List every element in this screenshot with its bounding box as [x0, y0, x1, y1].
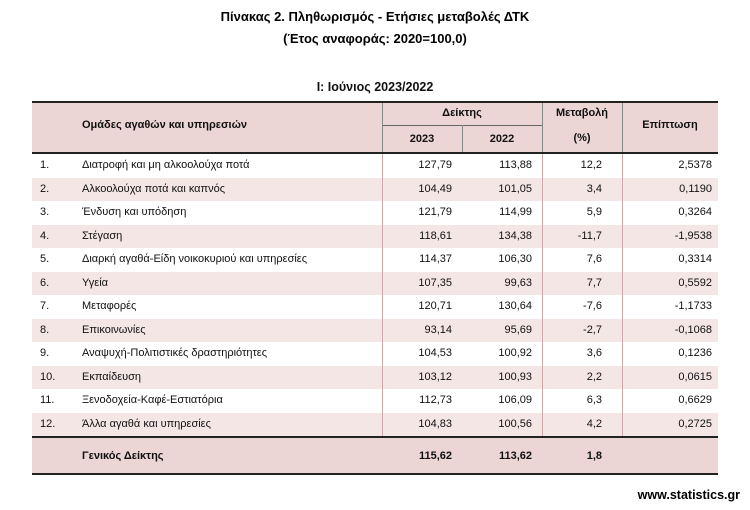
header-change: Μεταβολή [555, 107, 609, 119]
row-impact: 0,3314 [678, 253, 712, 265]
row-number: 3. [40, 206, 50, 218]
col-separator [462, 125, 463, 152]
row-number: 1. [40, 159, 50, 171]
row-index-2023: 104,53 [418, 347, 452, 359]
row-group-name: Άλλα αγαθά και υπηρεσίες [82, 417, 211, 430]
total-2022: 113,62 [498, 450, 532, 462]
col-separator [382, 154, 383, 436]
row-index-2023: 121,79 [418, 206, 452, 218]
total-row [32, 436, 718, 473]
row-group-name: Διατροφή και μη αλκοολούχα ποτά [82, 159, 250, 171]
row-index-2023: 93,14 [424, 323, 452, 336]
row-index-2022: 106,30 [498, 253, 532, 265]
table-row [32, 366, 718, 390]
total-2023: 115,62 [418, 450, 452, 462]
inflation-table [32, 101, 718, 475]
row-impact: 0,5592 [678, 276, 712, 289]
row-impact: 0,3264 [678, 206, 712, 218]
row-impact: 2,5378 [678, 159, 712, 171]
row-change: 3,4 [586, 182, 602, 195]
row-index-2023: 103,12 [418, 370, 452, 383]
row-group-name: Αναψυχή-Πολιτιστικές δραστηριότητες [82, 347, 268, 359]
row-number: 12. [40, 417, 56, 430]
header-index: Δείκτης [442, 107, 482, 119]
row-change: 7,7 [586, 276, 602, 289]
row-group-name: Ένδυση και υπόδηση [82, 206, 187, 218]
col-separator [622, 103, 623, 152]
table-reference-year: (Έτος αναφοράς: 2020=100,0) [283, 31, 467, 46]
row-impact: 0,6629 [678, 394, 712, 406]
row-index-2022: 106,09 [498, 394, 532, 406]
header-change-unit: (%) [573, 132, 591, 144]
row-impact: -1,9538 [674, 229, 712, 242]
row-number: 8. [40, 323, 50, 336]
row-index-2022: 134,38 [498, 229, 532, 242]
table-row [32, 154, 718, 178]
col-separator [382, 103, 383, 152]
row-number: 2. [40, 182, 50, 195]
header-year-2023: 2023 [409, 133, 435, 145]
row-change: 3,6 [586, 347, 602, 359]
table-row [32, 295, 718, 319]
row-group-name: Επικοινωνίες [82, 323, 146, 336]
table-title: Πίνακας 2. Πληθωρισμός - Ετήσιες μεταβολές ΔΤΚ [220, 9, 530, 24]
row-index-2023: 104,83 [418, 417, 452, 430]
table-row [32, 225, 718, 249]
total-label: Γενικός Δείκτης [82, 450, 164, 462]
row-impact: 0,1190 [679, 182, 712, 195]
row-group-name: Διαρκή αγαθά-Είδη νοικοκυριού και υπηρεσίες [82, 253, 308, 265]
row-index-2022: 114,99 [499, 206, 532, 218]
row-index-2023: 114,37 [419, 253, 452, 265]
row-group-name: Υγεία [82, 276, 109, 289]
row-index-2022: 130,64 [498, 300, 532, 312]
row-change: 7,6 [586, 253, 602, 265]
row-index-2022: 99,63 [504, 276, 532, 289]
table-row [32, 389, 718, 413]
table-row [32, 178, 718, 202]
row-number: 9. [40, 347, 50, 359]
row-change: -11,7 [577, 229, 602, 242]
col-separator [622, 154, 623, 436]
row-change: 12,2 [580, 159, 602, 171]
row-index-2022: 95,69 [504, 323, 532, 336]
row-number: 4. [40, 229, 50, 242]
table-row [32, 342, 718, 366]
row-index-2022: 101,05 [498, 182, 532, 195]
row-index-2023: 120,71 [418, 300, 452, 312]
row-group-name: Στέγαση [82, 229, 123, 242]
row-group-name: Εκπαίδευση [82, 370, 142, 383]
row-change: -7,6 [583, 300, 602, 312]
row-index-2022: 100,56 [498, 417, 532, 430]
row-number: 5. [40, 253, 50, 265]
row-impact: 0,1236 [678, 347, 712, 359]
row-index-2022: 113,88 [499, 159, 532, 171]
row-number: 10. [40, 370, 56, 383]
row-index-2023: 127,79 [418, 159, 452, 171]
row-index-2023: 107,35 [418, 276, 452, 289]
table-body [32, 154, 718, 436]
source-website: www.statistics.gr [637, 488, 740, 502]
row-group-name: Αλκοολούχα ποτά και καπνός [82, 182, 226, 195]
row-impact: 0,2725 [678, 417, 712, 430]
row-index-2023: 118,61 [419, 229, 452, 242]
table-row [32, 413, 718, 437]
header-groups: Ομάδες αγαθών και υπηρεσιών [82, 119, 247, 131]
table-row [32, 248, 718, 272]
row-impact: 0,0615 [678, 370, 712, 383]
table-subtitle: Ι: Ιούνιος 2023/2022 [316, 80, 434, 94]
row-index-2023: 112,73 [419, 394, 452, 406]
row-index-2023: 104,49 [418, 182, 452, 195]
row-impact: -1,1733 [674, 300, 712, 312]
row-group-name: Ξενοδοχεία-Καφέ-Εστιατόρια [82, 394, 223, 406]
total-change: 1,8 [586, 450, 602, 462]
table-row [32, 201, 718, 225]
header-impact: Επίπτωση [642, 119, 698, 131]
table-row [32, 272, 718, 296]
row-impact: -0,1068 [674, 323, 712, 336]
row-group-name: Μεταφορές [82, 300, 137, 312]
table-row [32, 319, 718, 343]
row-change: -2,7 [583, 323, 602, 336]
row-number: 6. [40, 276, 50, 289]
row-number: 7. [40, 300, 50, 312]
row-change: 5,9 [586, 206, 602, 218]
row-change: 2,2 [586, 370, 602, 383]
col-separator [542, 103, 543, 152]
col-separator [542, 154, 543, 436]
row-index-2022: 100,93 [498, 370, 532, 383]
table-header [32, 103, 718, 154]
row-number: 11. [40, 394, 55, 406]
row-change: 6,3 [586, 394, 602, 406]
row-index-2022: 100,92 [498, 347, 532, 359]
row-change: 4,2 [586, 417, 602, 430]
header-year-2022: 2022 [489, 133, 515, 145]
